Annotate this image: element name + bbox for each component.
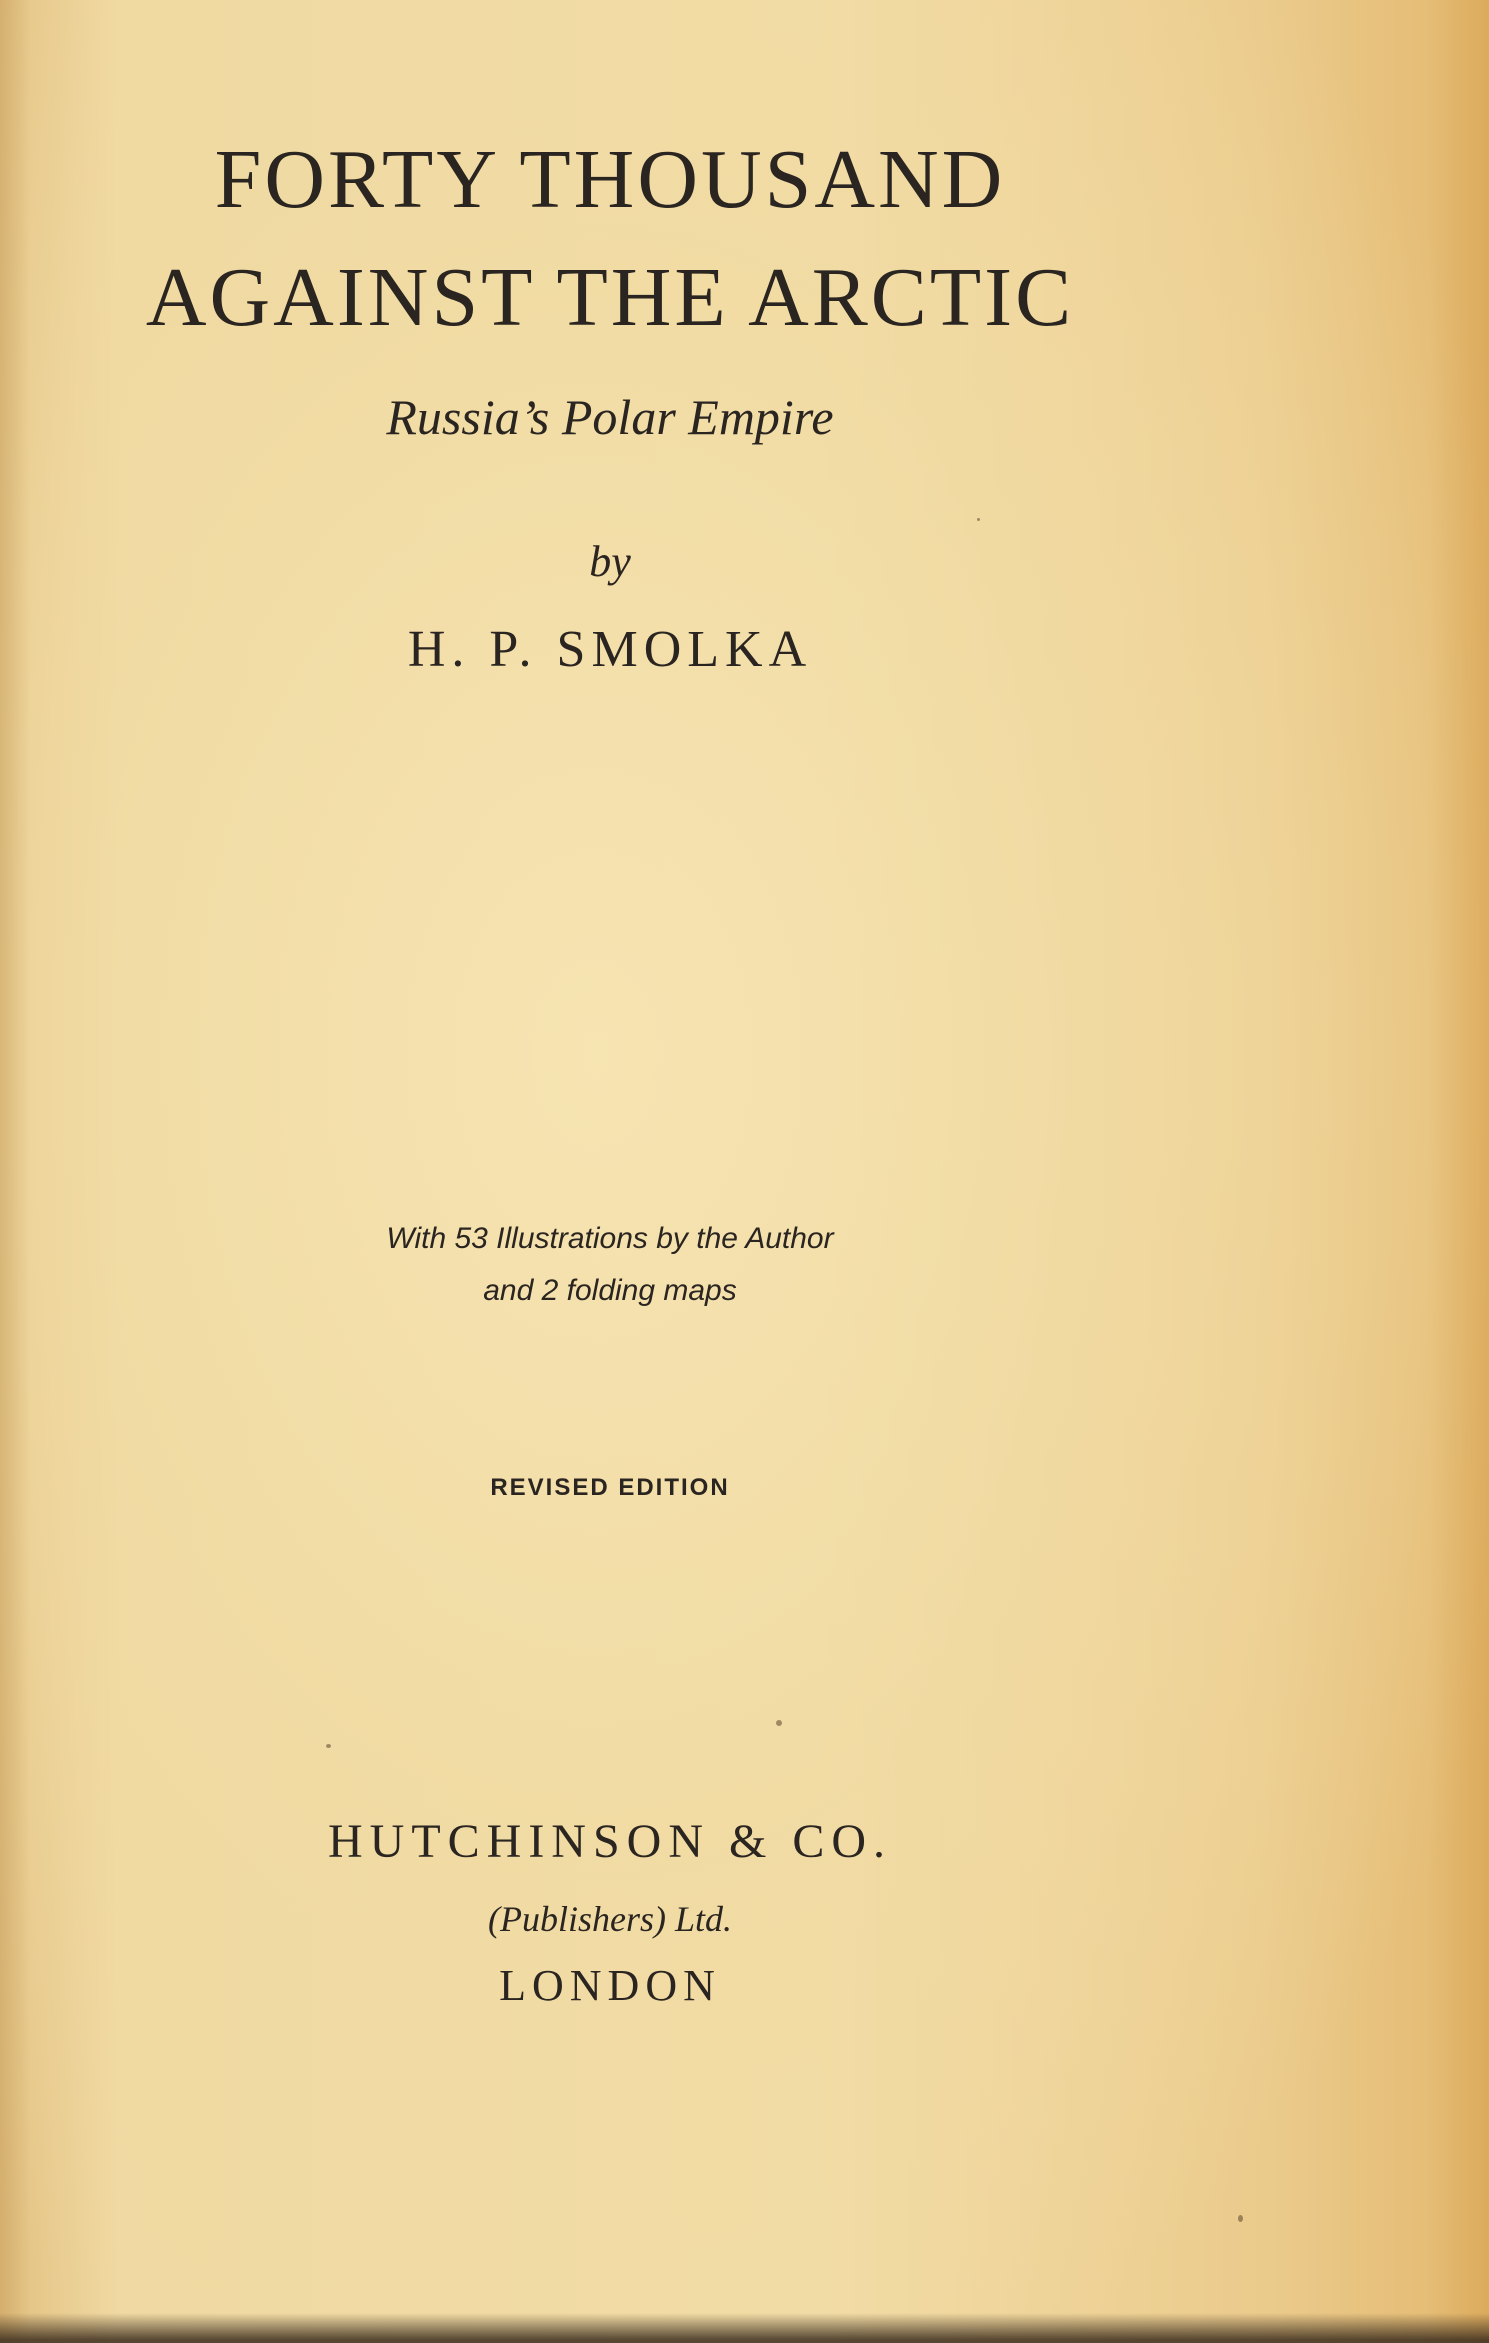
- book-title-line-2: AGAINST THE ARCTIC: [145, 251, 1075, 344]
- author-name: H. P. SMOLKA: [407, 621, 813, 678]
- paper-speck: [1238, 2215, 1243, 2222]
- book-title-line-1: FORTY THOUSAND: [214, 133, 1006, 226]
- illustrations-note-line-1: With 53 Illustrations by the Author: [386, 1222, 834, 1255]
- publisher-city: LONDON: [499, 1961, 721, 2010]
- byline-by: by: [589, 537, 631, 586]
- paper-edge-right: [1429, 0, 1489, 2343]
- paper-speck: [776, 1720, 782, 1726]
- edition-label: REVISED EDITION: [490, 1474, 730, 1501]
- paper-speck: [326, 1744, 331, 1748]
- paper-speck: [977, 518, 980, 521]
- paper-edge-bottom: [0, 2313, 1489, 2343]
- illustrations-note-line-2: and 2 folding maps: [483, 1274, 737, 1307]
- book-subtitle: Russia’s Polar Empire: [386, 389, 834, 445]
- publisher-name: HUTCHINSON & CO.: [327, 1815, 892, 1868]
- publisher-ltd: (Publishers) Ltd.: [487, 1899, 732, 1939]
